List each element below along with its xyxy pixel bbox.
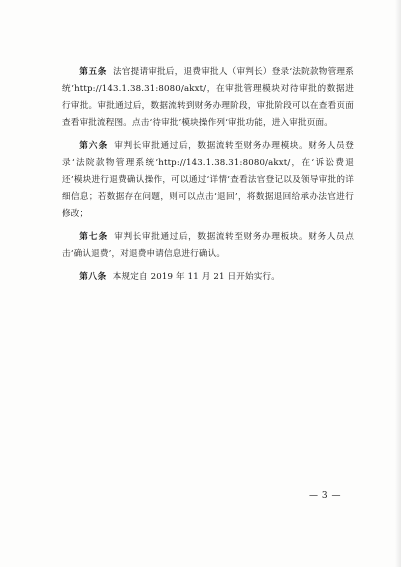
- document-body: [62, 64, 354, 292]
- article-8: [62, 269, 354, 286]
- article-7: [62, 229, 354, 263]
- page-edge: [395, 0, 401, 567]
- article-5: [62, 64, 354, 132]
- article-text: 法官提请审批后，退费审批人（审判长）登录‘法院款物管理系统’http://143.1.38.31:8080/akxt/，在审批管理模块对待审批的数据进行审批。审批通过后，数据流转到财务办理阶段，审批阶段可以在查看页面查看审批流程图。点击‘待审批’模块操作列‘审批功能，进入审批页面。: [62, 67, 354, 128]
- article-text: 审判长审批通过后，数据流转至财务办理板块。财务人员点击‘确认退费’，对退费申请信息进行确认。: [62, 232, 354, 259]
- article-number: 第七条: [79, 232, 109, 242]
- article-6: [62, 138, 354, 223]
- page-number: — 3 —: [309, 491, 341, 501]
- article-number: 第五条: [79, 67, 107, 77]
- article-text: 本规定自 2019 年 11 月 21 日开始实行。: [112, 272, 280, 282]
- article-number: 第六条: [79, 141, 109, 151]
- article-number: 第八条: [79, 272, 107, 282]
- article-text: 审判长审批通过后，数据流转至财务办理模块。财务人员登录‘法院款物管理系统’http://143.1.38.31:8080/akxt/，在‘诉讼费退还’模块进行退费确认操作，可以通过‘详情’查看法官登记以及领导审批的详细信息；若数据存在问题，则可以点击‘退回’，将数据退回给承办法官进行修改；: [62, 141, 354, 219]
